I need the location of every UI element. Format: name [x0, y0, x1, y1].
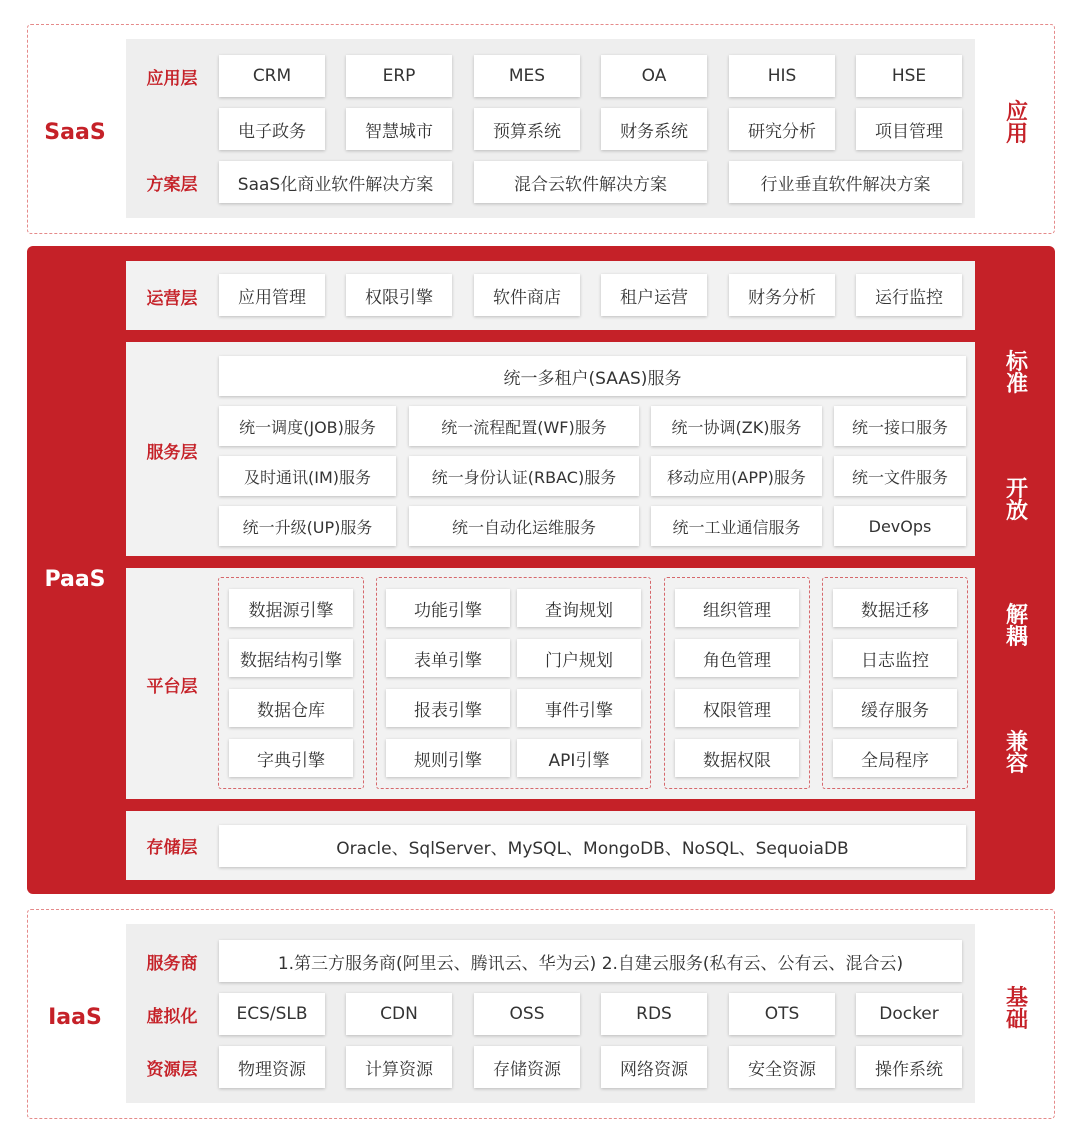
service-item: 统一调度(JOB)服务	[219, 406, 396, 446]
ops-item-app-mgmt: 应用管理	[219, 274, 325, 316]
ops-item-monitor: 运行监控	[856, 274, 962, 316]
side-char: 基	[1005, 986, 1028, 1011]
platform-layer-label: 平台层	[146, 676, 198, 697]
platform-item: 查询规划	[517, 589, 641, 627]
side-char: 标	[1005, 350, 1028, 375]
resource-item-network: 网络资源	[601, 1046, 707, 1088]
app-item-finance: 财务系统	[601, 108, 707, 150]
service-item: 及时通讯(IM)服务	[219, 456, 396, 496]
solution-item-hybrid: 混合云软件解决方案	[474, 161, 707, 203]
side-char: 础	[1005, 1008, 1028, 1033]
platform-item: 字典引擎	[229, 739, 353, 777]
platform-item: 组织管理	[675, 589, 799, 627]
app-item-erp: ERP	[346, 55, 452, 97]
storage-layer-label: 存储层	[146, 837, 198, 858]
side-char: 容	[1005, 752, 1028, 777]
app-item-hse: HSE	[856, 55, 962, 97]
resource-item-security: 安全资源	[729, 1046, 835, 1088]
app-item-research: 研究分析	[729, 108, 835, 150]
paas-tier-label: PaaS	[44, 566, 106, 592]
platform-item: 功能引擎	[386, 589, 510, 627]
service-item: 统一自动化运维服务	[409, 506, 639, 546]
virt-item-cdn: CDN	[346, 993, 452, 1035]
platform-item: 数据结构引擎	[229, 639, 353, 677]
virtualization-layer-label: 虚拟化	[146, 1006, 198, 1027]
side-char: 准	[1005, 372, 1028, 397]
side-char: 应	[1005, 100, 1028, 125]
service-item: 统一流程配置(WF)服务	[409, 406, 639, 446]
ops-item-tenant: 租户运营	[601, 274, 707, 316]
virt-item-ecs: ECS/SLB	[219, 993, 325, 1035]
platform-item: 数据权限	[675, 739, 799, 777]
solution-item-saas: SaaS化商业软件解决方案	[219, 161, 452, 203]
resource-layer-label: 资源层	[146, 1059, 198, 1080]
service-item: 移动应用(APP)服务	[651, 456, 822, 496]
resource-item-physical: 物理资源	[219, 1046, 325, 1088]
saas-side-label	[1004, 102, 1030, 146]
app-item-crm: CRM	[219, 55, 325, 97]
virt-item-ots: OTS	[729, 993, 835, 1035]
side-char: 兼	[1005, 730, 1028, 755]
app-item-his: HIS	[729, 55, 835, 97]
app-item-project: 项目管理	[856, 108, 962, 150]
virt-item-rds: RDS	[601, 993, 707, 1035]
app-item-smart-city: 智慧城市	[346, 108, 452, 150]
paas-side-label-4	[1004, 732, 1030, 776]
platform-item: 数据源引擎	[229, 589, 353, 627]
paas-side-label-2	[1004, 479, 1030, 523]
app-item-mes: MES	[474, 55, 580, 97]
iaas-side-label	[1004, 988, 1030, 1032]
platform-item: 缓存服务	[833, 689, 957, 727]
service-item: 统一文件服务	[834, 456, 966, 496]
service-item: 统一协调(ZK)服务	[651, 406, 822, 446]
service-item: 统一工业通信服务	[651, 506, 822, 546]
service-item: 统一接口服务	[834, 406, 966, 446]
resource-item-os: 操作系统	[856, 1046, 962, 1088]
service-item: 统一升级(UP)服务	[219, 506, 396, 546]
platform-item: 角色管理	[675, 639, 799, 677]
side-char: 耦	[1005, 625, 1028, 650]
solution-layer-label: 方案层	[146, 174, 198, 195]
platform-item: 全局程序	[833, 739, 957, 777]
platform-item: 日志监控	[833, 639, 957, 677]
provider-layer-label: 服务商	[146, 953, 198, 974]
service-layer-label: 服务层	[146, 442, 198, 463]
iaas-tier-label: IaaS	[48, 1004, 102, 1030]
ops-layer-label: 运营层	[146, 288, 198, 309]
service-item-multitenant: 统一多租户(SAAS)服务	[219, 356, 966, 396]
service-item: 统一身份认证(RBAC)服务	[409, 456, 639, 496]
ops-item-store: 软件商店	[474, 274, 580, 316]
platform-item: 数据迁移	[833, 589, 957, 627]
platform-item: 事件引擎	[517, 689, 641, 727]
ops-item-finance: 财务分析	[729, 274, 835, 316]
app-item-budget: 预算系统	[474, 108, 580, 150]
virt-item-oss: OSS	[474, 993, 580, 1035]
ops-item-permission: 权限引擎	[346, 274, 452, 316]
platform-item: 报表引擎	[386, 689, 510, 727]
side-char: 开	[1005, 477, 1028, 502]
paas-side-label-3	[1004, 605, 1030, 649]
platform-item: 数据仓库	[229, 689, 353, 727]
app-item-egov: 电子政务	[219, 108, 325, 150]
resource-item-storage: 存储资源	[474, 1046, 580, 1088]
platform-item: 表单引擎	[386, 639, 510, 677]
platform-item: 门户规划	[517, 639, 641, 677]
side-char: 解	[1005, 603, 1028, 628]
side-char: 用	[1005, 122, 1028, 147]
paas-side-label-1	[1004, 352, 1030, 396]
app-item-oa: OA	[601, 55, 707, 97]
platform-item: 规则引擎	[386, 739, 510, 777]
service-item: DevOps	[834, 506, 966, 546]
provider-item: 1.第三方服务商(阿里云、腾讯云、华为云) 2.自建云服务(私有云、公有云、混合云)	[219, 940, 962, 982]
platform-item: 权限管理	[675, 689, 799, 727]
storage-item: Oracle、SqlServer、MySQL、MongoDB、NoSQL、SequoiaDB	[219, 825, 966, 867]
app-layer-label: 应用层	[146, 68, 198, 89]
resource-item-compute: 计算资源	[346, 1046, 452, 1088]
solution-item-vertical: 行业垂直软件解决方案	[729, 161, 962, 203]
platform-item: API引擎	[517, 739, 641, 777]
saas-tier-label: SaaS	[44, 119, 106, 145]
virt-item-docker: Docker	[856, 993, 962, 1035]
side-char: 放	[1005, 499, 1028, 524]
